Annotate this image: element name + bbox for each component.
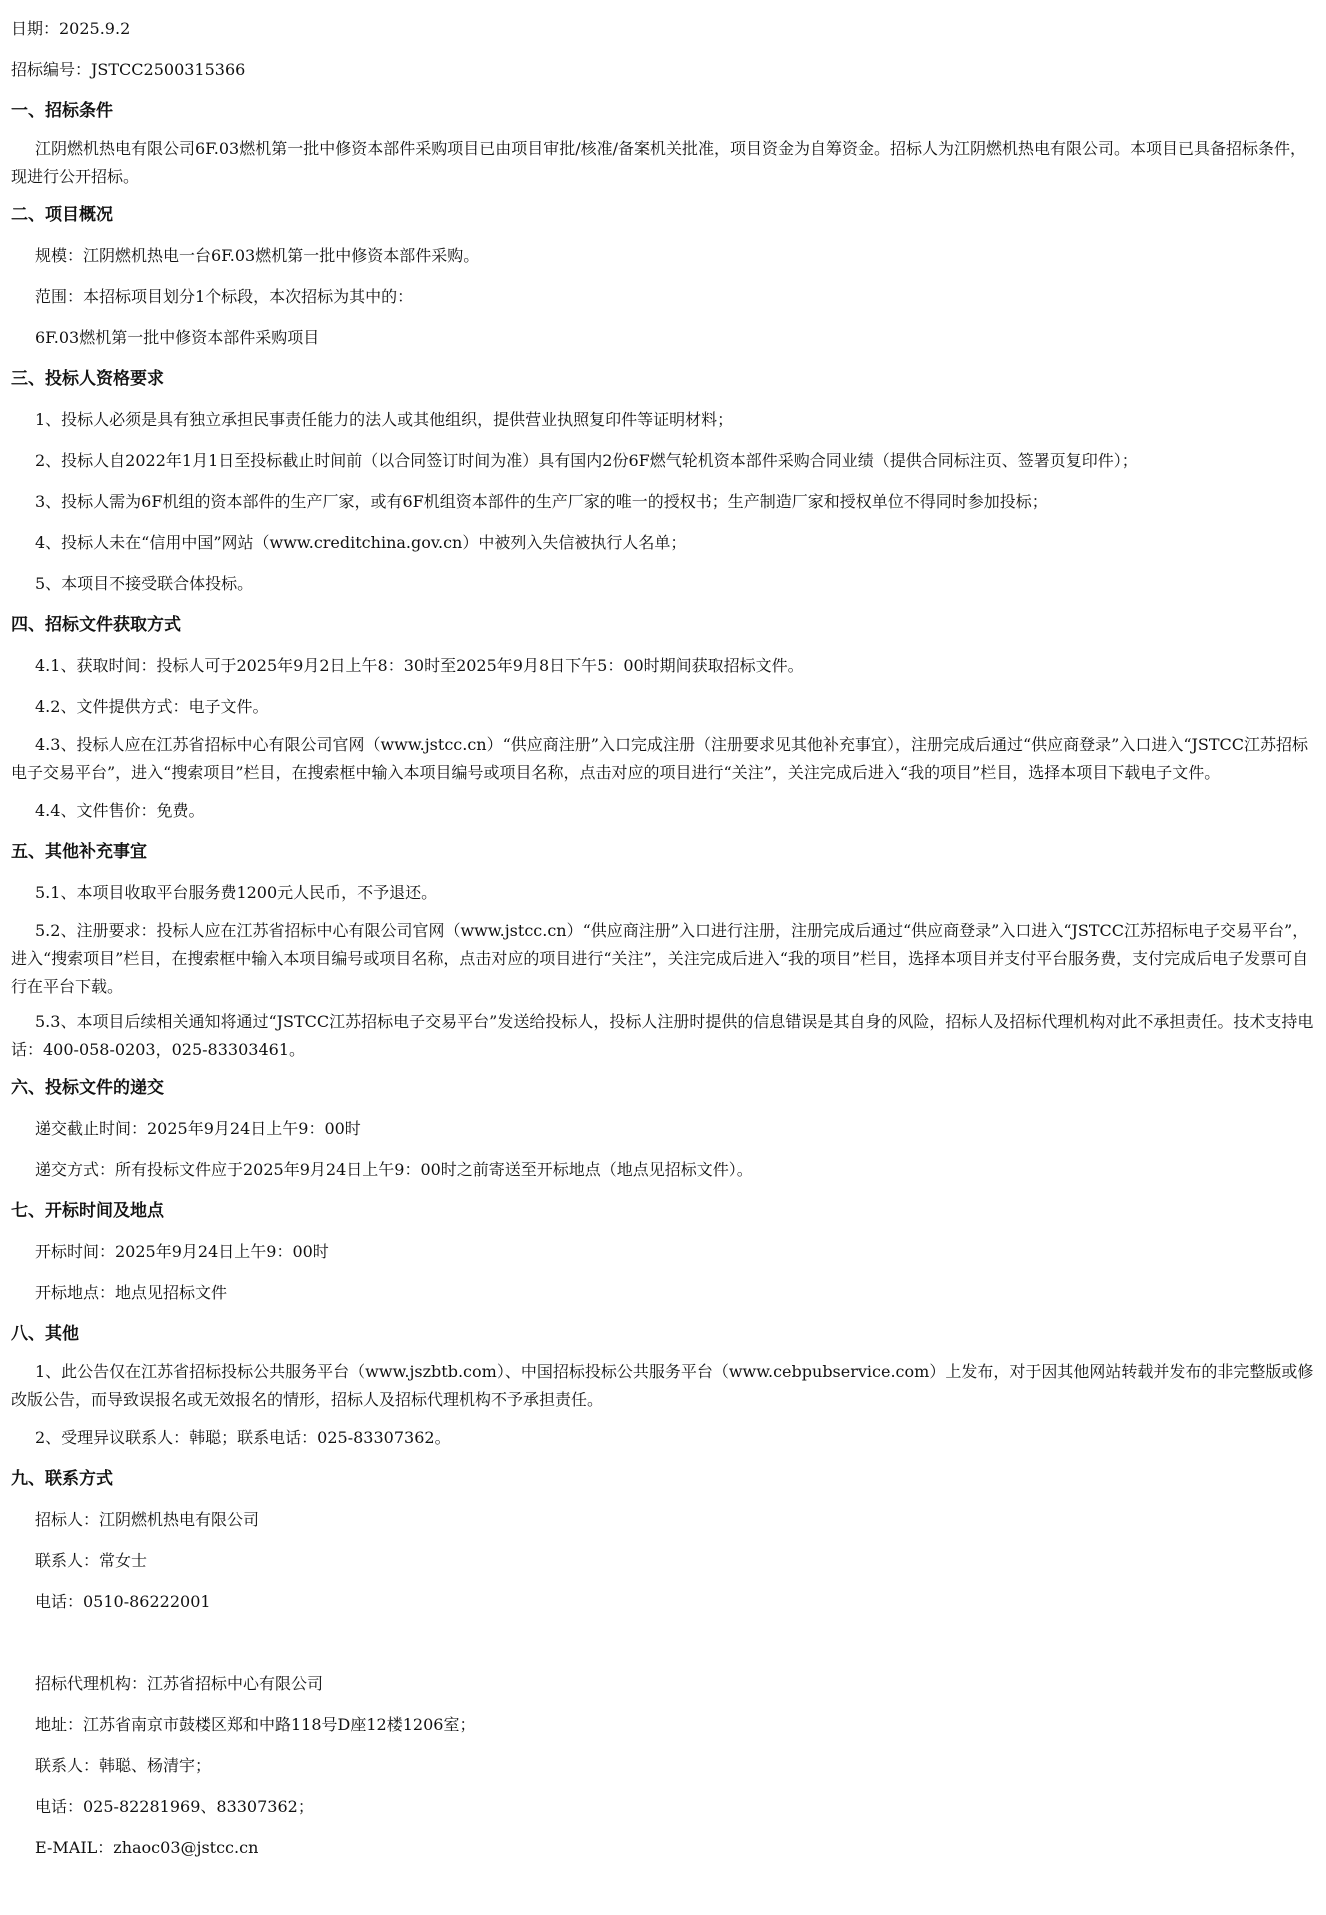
platform-fee: 5.1、本项目收取平台服务费1200元人民币，不予退还。 <box>35 883 438 902</box>
access-time: 4.1、获取时间：投标人可于2025年9月2日上午8：30时至2025年9月8日下午5：00时期间获取招标文件。 <box>35 656 804 675</box>
project-scale: 规模：江阴燃机热电一台6F.03燃机第一批中修资本部件采购。 <box>35 246 480 265</box>
access-price: 4.4、文件售价：免费。 <box>35 801 205 820</box>
section-title-contact: 九、联系方式 <box>11 1469 113 1489</box>
tenderer-contact: 联系人：常女士 <box>35 1551 148 1570</box>
section-title-qualifications: 三、投标人资格要求 <box>11 369 164 389</box>
publication-notice: 1、此公告仅在江苏省招标投标公共服务平台（www.jszbtb.com）、中国招标投标公共服务平台（www.cebpubservice.com）上发布，对于因其他网站转载并发布的非完整版或修改版公告，而导致误报名或无效报名的情形，招标人及招标代理机构不予承担责任。 <box>11 1362 1314 1409</box>
project-scope: 范围：本招标项目划分1个标段，本次招标为其中的： <box>35 287 414 306</box>
section-title-other: 八、其他 <box>11 1324 79 1344</box>
platform-notice: 5.3、本项目后续相关通知将通过“JSTCC江苏招标电子交易平台”发送给投标人，投标人注册时提供的信息错误是其自身的风险，招标人及招标代理机构对此不承担责任。技术支持电话：400-058-0203，025-83303461。 <box>11 1012 1314 1059</box>
qualification-item: 2、投标人自2022年1月1日至投标截止时间前（以合同签订时间为准）具有国内2份6F燃气轮机资本部件采购合同业绩（提供合同标注页、签署页复印件）； <box>35 451 1138 470</box>
access-method: 4.2、文件提供方式：电子文件。 <box>35 697 269 716</box>
qualification-item: 4、投标人未在“信用中国”网站（www.creditchina.gov.cn）中被列入失信被执行人名单； <box>35 533 687 552</box>
opening-time: 开标时间：2025年9月24日上午9：00时 <box>35 1242 329 1261</box>
announcement-date: 日期：2025.9.2 <box>11 19 131 38</box>
qualification-item: 5、本项目不接受联合体投标。 <box>35 574 254 593</box>
tenderer-name: 招标人：江阴燃机热电有限公司 <box>35 1510 260 1529</box>
submission-method: 递交方式：所有投标文件应于2025年9月24日上午9：00时之前寄送至开标地点（地点见招标文件）。 <box>35 1160 753 1179</box>
tenderer-phone: 电话：0510-86222001 <box>35 1592 211 1611</box>
access-registration: 4.3、投标人应在江苏省招标中心有限公司官网（www.jstcc.cn）“供应商注册”入口完成注册（注册要求见其他补充事宜），注册完成后通过“供应商登录”入口进入“JSTCC江苏招标电子交易平台”，进入“搜索项目”栏目，在搜索框中输入本项目编号或项目名称，点击对应的项目进行“关注”，关注完成后进入“我的项目”栏目，选择本项目下载电子文件。 <box>11 735 1309 782</box>
registration-requirements: 5.2、注册要求：投标人应在江苏省招标中心有限公司官网（www.jstcc.cn）“供应商注册”入口进行注册，注册完成后通过“供应商登录”入口进入“JSTCC江苏招标电子交易平台”，进入“搜索项目”栏目，在搜索框中输入本项目编号或项目名称，点击对应的项目进行“关注”，关注完成后进入“我的项目”栏目，选择本项目并支付平台服务费，支付完成后电子发票可自行在平台下载。 <box>11 921 1309 996</box>
project-section: 6F.03燃机第一批中修资本部件采购项目 <box>35 328 320 347</box>
spacer <box>11 1628 1318 1669</box>
agency-name: 招标代理机构：江苏省招标中心有限公司 <box>35 1674 324 1693</box>
section-title-opening: 七、开标时间及地点 <box>11 1201 164 1221</box>
agency-address: 地址：江苏省南京市鼓楼区郑和中路118号D座12楼1206室； <box>35 1715 476 1734</box>
section-title-overview: 二、项目概况 <box>11 205 113 225</box>
tender-number: 招标编号：JSTCC2500315366 <box>11 60 246 79</box>
section-title-conditions: 一、招标条件 <box>11 101 113 121</box>
section-title-submission: 六、投标文件的递交 <box>11 1078 164 1098</box>
qualification-item: 1、投标人必须是具有独立承担民事责任能力的法人或其他组织，提供营业执照复印件等证明材料； <box>35 410 734 429</box>
objection-contact: 2、受理异议联系人：韩聪；联系电话：025-83307362。 <box>35 1428 451 1447</box>
agency-phone: 电话：025-82281969、83307362； <box>35 1797 314 1816</box>
section-title-document-access: 四、招标文件获取方式 <box>11 615 181 635</box>
agency-email: E-MAIL：zhaoc03@jstcc.cn <box>35 1838 259 1857</box>
opening-place: 开标地点：地点见招标文件 <box>35 1283 228 1302</box>
section-title-supplementary: 五、其他补充事宜 <box>11 842 147 862</box>
qualification-item: 3、投标人需为6F机组的资本部件的生产厂家，或有6F机组资本部件的生产厂家的唯一的授权书；生产制造厂家和授权单位不得同时参加投标； <box>35 492 1048 511</box>
agency-contact: 联系人：韩聪、杨清宇； <box>35 1756 212 1775</box>
conditions-text: 江阴燃机热电有限公司6F.03燃机第一批中修资本部件采购项目已由项目审批/核准/备案机关批准，项目资金为自筹资金。招标人为江阴燃机热电有限公司。本项目已具备招标条件，现进行公开招标。 <box>11 139 1307 186</box>
submission-deadline: 递交截止时间：2025年9月24日上午9：00时 <box>35 1119 361 1138</box>
